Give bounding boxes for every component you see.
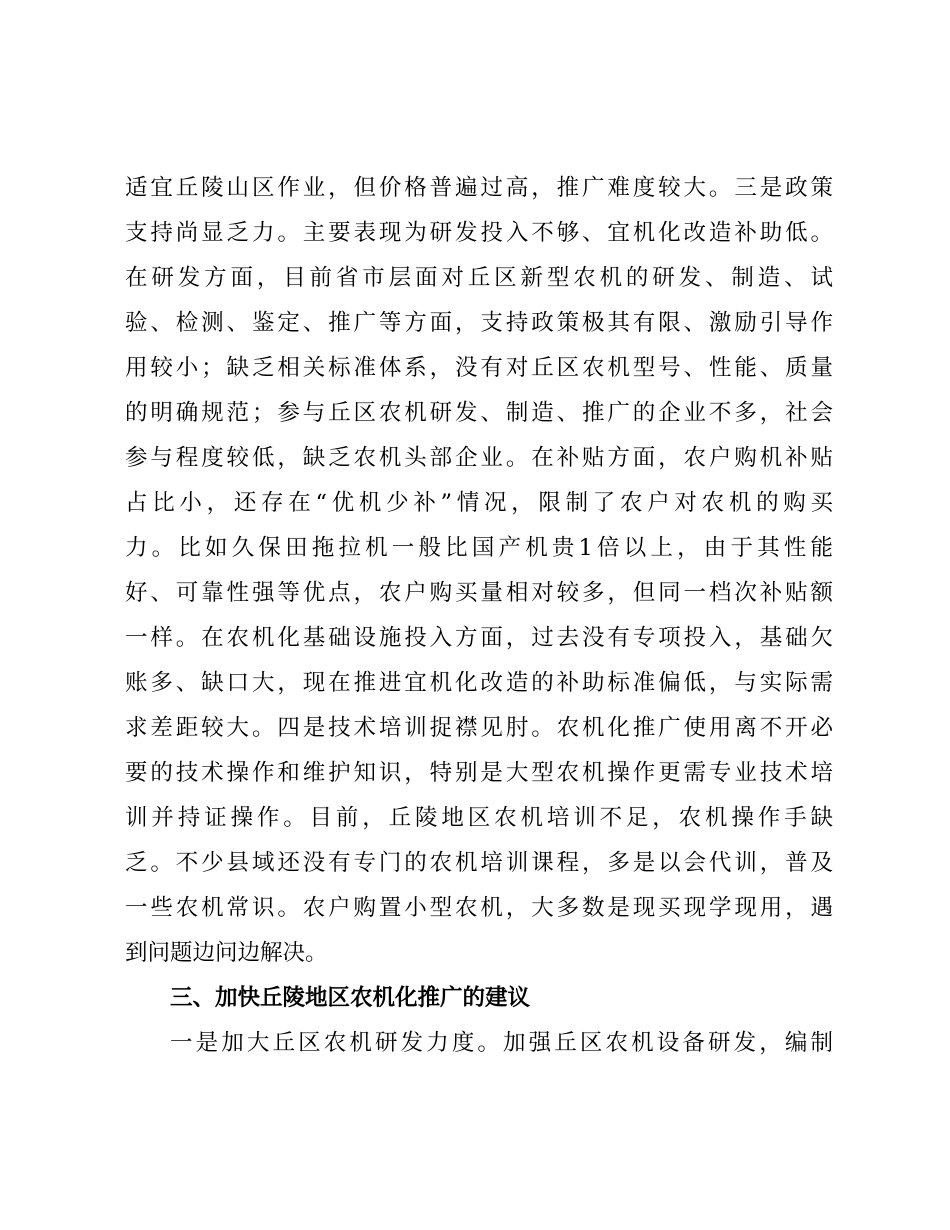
paragraph-line: 乏。不少县域还没有专门的农机培训课程，多是以会代训，普及	[125, 850, 833, 876]
paragraph-line: 要的技术操作和维护知识，特别是大型农机操作更需专业技术培	[125, 760, 833, 786]
paragraph-line: 用较小；缺乏相关标准体系，没有对丘区农机型号、性能、质量	[125, 355, 833, 381]
paragraph-line: 到问题边问边解决。	[125, 940, 328, 966]
paragraph-line: 在研发方面，目前省市层面对丘区新型农机的研发、制造、试	[125, 265, 833, 291]
paragraph-line: 占比小，还存在“优机少补”情况，限制了农户对农机的购买	[125, 490, 833, 516]
paragraph-line: 的明确规范；参与丘区农机研发、制造、推广的企业不多，社会	[125, 400, 833, 426]
paragraph-line: 训并持证操作。目前，丘陵地区农机培训不足，农机操作手缺	[125, 805, 833, 831]
paragraph-line: 适宜丘陵山区作业，但价格普遍过高，推广难度较大。三是政策	[125, 175, 833, 201]
paragraph-line: 一些农机常识。农户购置小型农机，大多数是现买现学现用，遇	[125, 895, 833, 921]
paragraph-line: 验、检测、鉴定、推广等方面，支持政策极其有限、激励引导作	[125, 310, 833, 336]
paragraph-line: 支持尚显乏力。主要表现为研发投入不够、宜机化改造补助低。	[125, 220, 833, 246]
paragraph-line: 一样。在农机化基础设施投入方面，过去没有专项投入，基础欠	[125, 625, 833, 651]
paragraph-line: 好、可靠性强等优点，农户购买量相对较多，但同一档次补贴额	[125, 580, 833, 606]
paragraph-line: 求差距较大。四是技术培训捉襟见肘。农机化推广使用离不开必	[125, 715, 833, 741]
paragraph-line: 一是加大丘区农机研发力度。加强丘区农机设备研发，编制	[170, 1030, 833, 1056]
paragraph-line: 力。比如久保田拖拉机一般比国产机贵1倍以上，由于其性能	[125, 535, 833, 561]
paragraph-line: 账多、缺口大，现在推进宜机化改造的补助标准偏低，与实际需	[125, 670, 833, 696]
section-heading: 三、加快丘陵地区农机化推广的建议	[170, 985, 531, 1011]
paragraph-line: 参与程度较低，缺乏农机头部企业。在补贴方面，农户购机补贴	[125, 445, 833, 471]
